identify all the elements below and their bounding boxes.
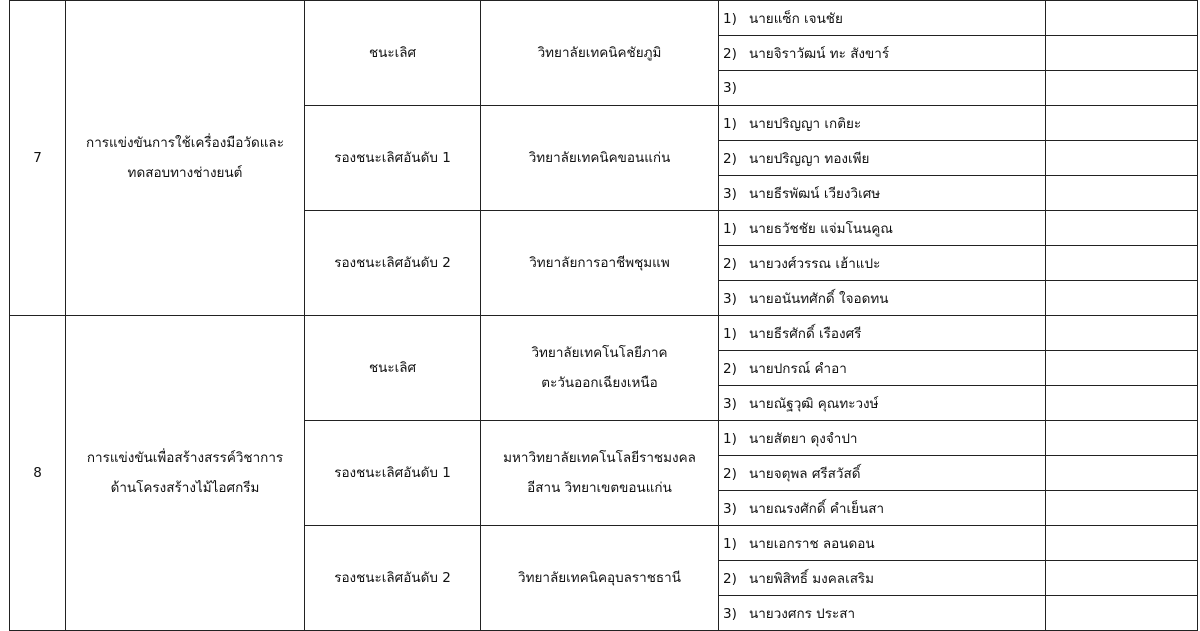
member-index: 3)	[723, 291, 737, 307]
signature-cell	[1046, 141, 1198, 176]
member-name-cell	[719, 36, 1046, 71]
member-index: 3)	[723, 80, 737, 96]
member-name-cell	[719, 141, 1046, 176]
signature-cell	[1046, 491, 1198, 526]
signature-cell	[1046, 211, 1198, 246]
school-name	[481, 1, 719, 106]
member-index: 3)	[723, 501, 737, 517]
member-name-cell	[719, 596, 1046, 631]
member-name-cell	[719, 1, 1046, 36]
member-name: นายปกรณ์ คำอา	[749, 361, 847, 377]
member-name-cell	[719, 211, 1046, 246]
school-name	[481, 421, 719, 526]
signature-cell	[1046, 281, 1198, 316]
signature-cell	[1046, 351, 1198, 386]
school-name-line: อีสาน วิทยาเขตขอนแก่น	[527, 480, 672, 496]
award-level: ชนะเลิศ	[305, 316, 481, 421]
member-index: 1)	[723, 326, 737, 342]
member-name-cell	[719, 421, 1046, 456]
signature-cell	[1046, 246, 1198, 281]
member-name: นายแซ็ก เจนชัย	[749, 11, 843, 27]
member-name: นายวงศ์วรรณ เฮ้าแปะ	[749, 256, 881, 272]
school-name	[481, 526, 719, 631]
member-name-cell	[719, 316, 1046, 351]
member-name: นายอนันทศักดิ์ ใจอดทน	[749, 291, 889, 307]
member-name-cell	[719, 491, 1046, 526]
member-name-cell	[719, 456, 1046, 491]
member-name: นายปริญญา เกติยะ	[749, 116, 862, 132]
member-name: นายธีรศักดิ์ เรืองศรี	[749, 326, 862, 342]
member-index: 3)	[723, 186, 737, 202]
school-name	[481, 106, 719, 211]
member-index: 2)	[723, 256, 737, 272]
member-name: นายจตุพล ศรีสวัสดิ์	[749, 466, 861, 482]
member-index: 3)	[723, 396, 737, 412]
signature-cell	[1046, 386, 1198, 421]
signature-cell	[1046, 596, 1198, 631]
member-index: 1)	[723, 431, 737, 447]
member-index: 2)	[723, 361, 737, 377]
member-index: 1)	[723, 536, 737, 552]
section-number: 8	[10, 316, 66, 631]
competition-name	[66, 1, 305, 316]
signature-cell	[1046, 36, 1198, 71]
results-body	[10, 1, 1198, 631]
competition-name-line: การแข่งขันเพื่อสร้างสรรค์วิชาการ	[86, 450, 284, 466]
member-name-cell	[719, 561, 1046, 596]
award-level: รองชนะเลิศอันดับ 1	[305, 421, 481, 526]
results-table	[9, 0, 1198, 631]
member-name: นายธีรพัฒน์ เวียงวิเศษ	[749, 186, 881, 202]
member-name-cell	[719, 386, 1046, 421]
member-name: นายณัฐวุฒิ คุณทะวงษ์	[749, 396, 879, 412]
school-name-line: ตะวันออกเฉียงเหนือ	[541, 375, 658, 391]
competition-name	[66, 316, 305, 631]
member-name-cell	[719, 71, 1046, 106]
competition-name-line: ทดสอบทางช่างยนต์	[127, 165, 243, 181]
member-name: นายเอกราช ลอนดอน	[749, 536, 875, 552]
school-name-line: มหาวิทยาลัยเทคโนโลยีราชมงคล	[503, 450, 696, 466]
school-name	[481, 211, 719, 316]
member-name-cell	[719, 281, 1046, 316]
signature-cell	[1046, 176, 1198, 211]
award-level: รองชนะเลิศอันดับ 2	[305, 211, 481, 316]
section-number: 7	[10, 1, 66, 316]
member-name: นายธวัชชัย แจ่มโนนคูณ	[749, 221, 893, 237]
member-index: 1)	[723, 11, 737, 27]
member-index: 2)	[723, 151, 737, 167]
member-name: นายพิสิทธิ์ มงคลเสริม	[749, 571, 875, 587]
member-name-cell	[719, 246, 1046, 281]
school-name-line: วิทยาลัยเทคนิคชัยภูมิ	[537, 45, 662, 61]
member-name: นายวงศกร ประสา	[749, 606, 856, 622]
member-index: 2)	[723, 46, 737, 62]
school-name-line: วิทยาลัยเทคโนโลยีภาค	[531, 345, 668, 361]
school-name	[481, 316, 719, 421]
member-index: 2)	[723, 571, 737, 587]
signature-cell	[1046, 106, 1198, 141]
member-name-cell	[719, 176, 1046, 211]
member-name-cell	[719, 526, 1046, 561]
award-level: รองชนะเลิศอันดับ 2	[305, 526, 481, 631]
member-name: นายสัตยา ดุงจำปา	[749, 431, 858, 447]
competition-name-line: ด้านโครงสร้างไม้ไอศกรีม	[110, 480, 260, 496]
award-level: ชนะเลิศ	[305, 1, 481, 106]
member-name-cell	[719, 351, 1046, 386]
member-index: 3)	[723, 606, 737, 622]
signature-cell	[1046, 1, 1198, 36]
school-name-line: วิทยาลัยเทคนิคขอนแก่น	[528, 150, 671, 166]
member-name-cell	[719, 106, 1046, 141]
member-index: 1)	[723, 221, 737, 237]
table-row	[10, 316, 1198, 351]
school-name-line: วิทยาลัยการอาชีพชุมแพ	[529, 255, 670, 271]
member-name: นายจิราวัฒน์ ทะ สังขาร์	[749, 46, 890, 62]
member-index: 2)	[723, 466, 737, 482]
member-name: นายณรงศักดิ์ คำเย็นสา	[749, 501, 885, 517]
member-index: 1)	[723, 116, 737, 132]
signature-cell	[1046, 316, 1198, 351]
table-row	[10, 1, 1198, 36]
signature-cell	[1046, 71, 1198, 106]
member-name: นายปริญญา ทองเพีย	[749, 151, 870, 167]
award-level: รองชนะเลิศอันดับ 1	[305, 106, 481, 211]
competition-name-line: การแข่งขันการใช้เครื่องมือวัดและ	[86, 135, 284, 151]
signature-cell	[1046, 561, 1198, 596]
signature-cell	[1046, 421, 1198, 456]
signature-cell	[1046, 526, 1198, 561]
school-name-line: วิทยาลัยเทคนิคอุบลราชธานี	[518, 570, 681, 586]
signature-cell	[1046, 456, 1198, 491]
